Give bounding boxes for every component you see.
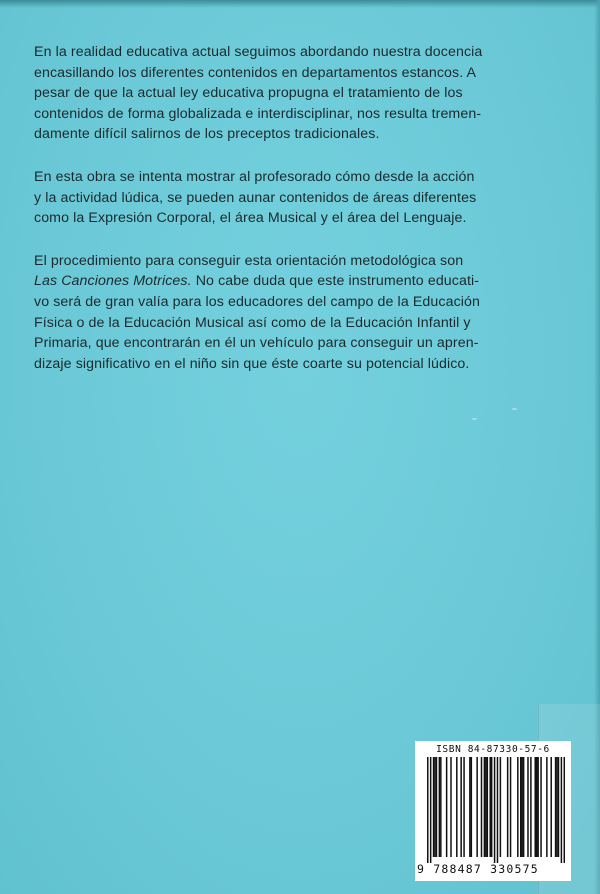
text-line: pesar de que la actual ley educativa propugna el tratamiento de los <box>34 85 463 102</box>
barcode-bar <box>450 757 452 857</box>
text-line: El procedimiento para conseguir esta orientación metodológica son <box>34 252 464 269</box>
blurb-text <box>34 42 574 396</box>
text-line: En la realidad educativa actual seguimos abordando nuestra docencia <box>34 44 483 60</box>
barcode-bar <box>500 757 502 857</box>
barcode-bar <box>536 757 538 857</box>
text-line: damente difícil salirnos de los preceptos tradicionales. <box>34 126 380 143</box>
barcode-bar <box>489 757 491 857</box>
barcode-bar <box>487 757 489 857</box>
barcode-bar <box>534 757 536 857</box>
barcode-bar <box>521 757 523 857</box>
barcode-bar <box>527 757 529 857</box>
barcode-bar <box>440 757 442 857</box>
barcode-bar <box>471 757 473 857</box>
barcode-bar <box>469 757 471 857</box>
cover-speck <box>472 418 477 420</box>
barcode-bar <box>476 757 478 857</box>
barcode-bar <box>427 757 429 863</box>
barcode-bar <box>510 757 512 857</box>
barcode-bar <box>558 757 560 857</box>
blurb-paragraph-2 <box>34 167 574 229</box>
barcode-bar <box>460 757 462 857</box>
text-line: vo será de gran valía para los educadores del campo de la Educación <box>34 293 480 310</box>
barcode-bar <box>494 757 496 863</box>
text-line <box>34 271 574 292</box>
barcode-bar <box>484 757 486 857</box>
barcode-bar <box>491 757 493 857</box>
barcode-bar <box>537 757 539 857</box>
barcode-bar <box>456 757 458 857</box>
barcode-bar <box>564 757 565 863</box>
barcode-bar <box>550 757 552 857</box>
ean-digits: 9 788487 330575 <box>417 862 539 876</box>
text-line: Primaria, que encontrarán en él un vehículo para conseguir un apren- <box>34 335 479 352</box>
barcode-bar <box>520 757 522 857</box>
barcode-bar <box>556 757 558 857</box>
barcode-bar <box>530 757 532 857</box>
barcode-bars <box>427 757 565 863</box>
barcode-bar <box>561 757 563 863</box>
barcode-bar <box>497 757 499 863</box>
barcode-bar <box>540 757 542 857</box>
barcode-bar <box>439 757 441 857</box>
barcode-bar <box>517 757 519 857</box>
text-line: En esta obra se intenta mostrar al profesorado cómo desde la acción <box>34 168 475 185</box>
text-line: Física o de la Educación Musical así como de la Educación Infantil y <box>34 314 471 331</box>
cover-speck <box>512 408 517 410</box>
text-fragment: No cabe duda que este instrumento educati- <box>191 273 480 290</box>
text-line: y la actividad lúdica, se pueden aunar contenidos de áreas diferentes <box>34 189 477 206</box>
barcode-bar <box>463 757 465 857</box>
barcode-bar <box>523 757 525 857</box>
text-line: encasillando los diferentes contenidos en departamentos estancos. A <box>34 64 477 81</box>
text-line: contenidos de forma globalizada e interdisciplinar, nos resulta tremen- <box>34 105 482 122</box>
isbn-number: ISBN 84-87330-57-6 <box>436 744 550 755</box>
barcode-label <box>415 741 571 881</box>
cover-top-edge <box>0 0 600 8</box>
text-line: dizaje significativo en el niño sin que éste coarte su potencial lúdico. <box>34 355 470 372</box>
barcode-bar <box>446 757 448 857</box>
barcode-bar <box>546 757 548 857</box>
barcode-bar <box>433 757 435 857</box>
text-line: como la Expresión Corporal, el área Musical y el área del Lenguaje. <box>34 210 467 227</box>
book-title-italic: Las Canciones Motrices. <box>34 273 192 290</box>
barcode-bar <box>481 757 483 857</box>
barcode-bar <box>507 757 509 857</box>
blurb-paragraph-1 <box>34 42 574 145</box>
barcode-bar <box>555 757 557 857</box>
blurb-paragraph-3 <box>34 251 574 375</box>
barcode-bar <box>485 757 487 857</box>
barcode-bar <box>436 757 438 857</box>
barcode-bar <box>430 757 432 863</box>
barcode-bar <box>434 757 436 857</box>
